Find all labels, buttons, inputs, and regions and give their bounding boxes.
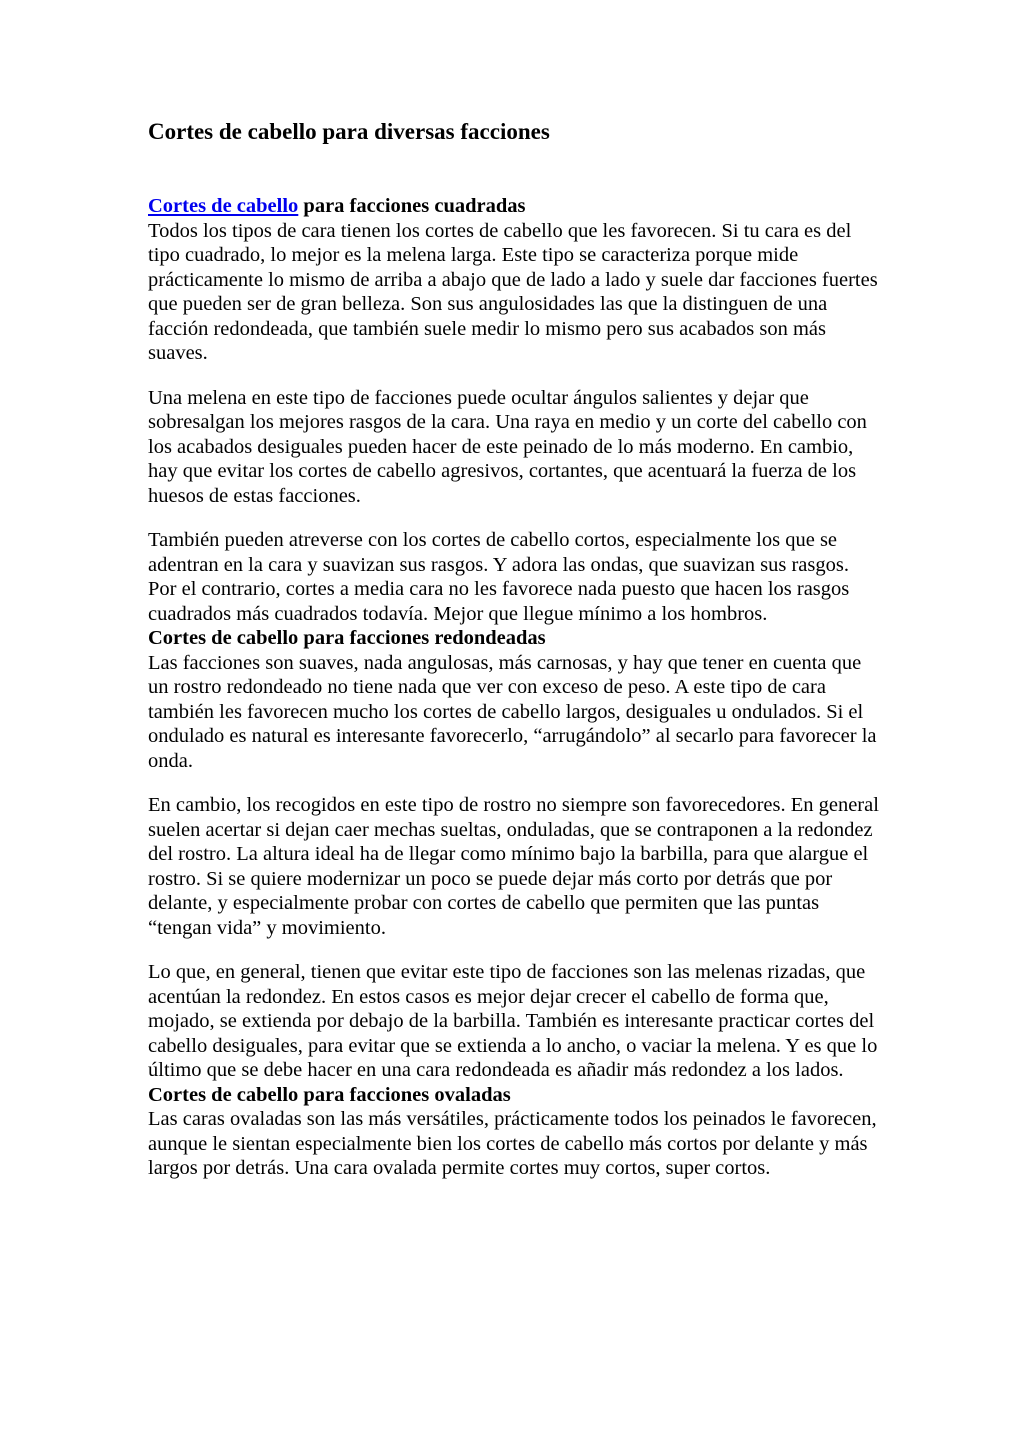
section-facciones-ovaladas bbox=[148, 1083, 879, 1181]
paragraph: Las facciones son suaves, nada angulosas, más carnosas, y hay que tener en cuenta que un rostro redondeado no tiene nada que ver con exceso de peso. A este tipo de cara también les favorecen mucho los cortes de cabello largos, desiguales u ondulados. Si el ondulado es natural es interesante favorecerlo, “arrugándolo” al secarlo para favorecer la onda. bbox=[148, 651, 877, 772]
document-title: Cortes de cabello para diversas facciones bbox=[148, 119, 550, 144]
section-facciones-redondeadas bbox=[148, 626, 879, 1083]
paragraph: Las caras ovaladas son las más versátiles, prácticamente todos los peinados le favorecen, aunque le sientan especialmente bien los cortes de cabello más cortos por delante y más largos por detrás. Una cara ovalada permite cortes muy cortos, super cortos. bbox=[148, 1108, 877, 1179]
paragraph: Lo que, en general, tienen que evitar este tipo de facciones son las melenas rizadas, que acentúan la redondez. En estos casos es mejor dejar crecer el cabello de forma que, mojado, se extienda por debajo de la barbilla. También es interesante practicar cortes del cabello desiguales, para evitar que se extienda a lo ancho, o vaciar la melena. Y es que lo último que se debe hacer en una cara redondeada es añadir más redondez a los lados. bbox=[148, 961, 878, 1081]
section-heading-ovaladas: Cortes de cabello para facciones ovaladas bbox=[148, 1083, 511, 1106]
paragraph: En cambio, los recogidos en este tipo de rostro no siempre son favorecedores. En general suelen acertar si dejan caer mechas sueltas, onduladas, que se contraponen a la redondez del rostro. La altura ideal ha de llegar como mínimo bajo la barbilla, para que alargue el rostro. Si se quiere modernizar un poco se puede dejar más corto por detrás que por delante, y especialmente probar con cortes de cabello que permiten que las puntas “tengan vida” y movimiento. bbox=[148, 794, 879, 939]
section-heading-redondeadas: Cortes de cabello para facciones redondeadas bbox=[148, 627, 546, 649]
paragraph: También pueden atreverse con los cortes de cabello cortos, especialmente los que se adentran en la cara y suavizan sus rasgos. Y adora las ondas, que suavizan sus rasgos. Por el contrario, cortes a media cara no les favorece nada puesto que hacen los rasgos cuadrados más cuadrados todavía. Mejor que llegue mínimo a los hombros. bbox=[148, 529, 850, 625]
paragraph: Todos los tipos de cara tienen los cortes de cabello que les favorecen. Si tu cara es del tipo cuadrado, lo mejor es la melena larga. Este tipo se caracteriza porque mide prácticamente lo mismo de arriba a abajo que de lado a lado y suele dar facciones fuertes que pueden ser de gran belleza. Son sus angulosidades las que la distinguen de una facción redondeada, que también suele medir lo mismo pero sus acabados son más suaves. bbox=[148, 219, 878, 364]
paragraph: Una melena en este tipo de facciones puede ocultar ángulos salientes y dejar que sobresalgan los mejores rasgos de la cara. Una raya en medio y un corte del cabello con los acabados desiguales pueden hacer de este peinado de lo más moderno. En cambio, hay que evitar los cortes de cabello agresivos, cortantes, que acentuará la fuerza de los huesos de estas facciones. bbox=[148, 386, 867, 507]
section-heading-text: para facciones cuadradas bbox=[298, 195, 526, 217]
section-facciones-cuadradas bbox=[148, 194, 879, 626]
section-heading-cuadradas bbox=[148, 194, 879, 219]
cortes-de-cabello-link[interactable]: Cortes de cabello bbox=[148, 195, 299, 217]
